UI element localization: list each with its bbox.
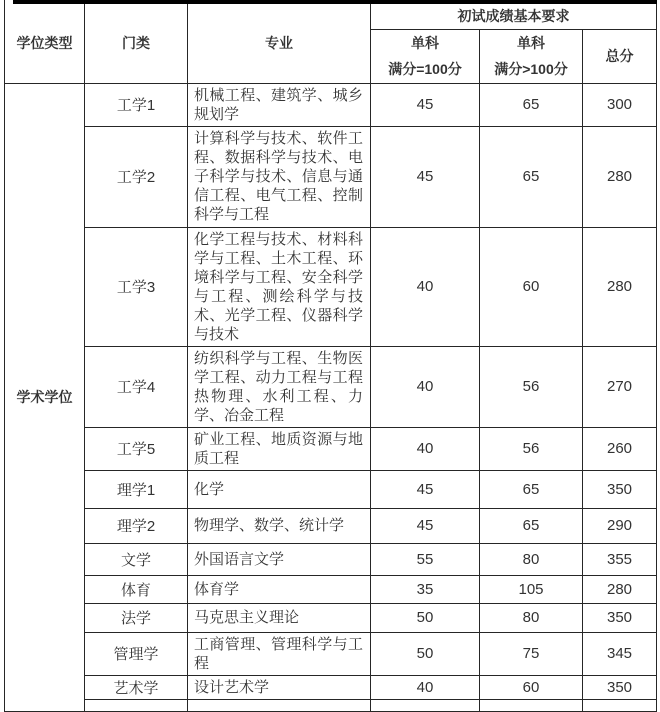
col-header-single-gt-100 [480, 29, 583, 83]
single-gt-label-line1: 单科 [517, 35, 545, 51]
major-cell: 体育学 [188, 575, 371, 603]
col-header-category: 门类 [85, 4, 188, 83]
score-total-cell: 350 [583, 603, 657, 632]
score-single-eq-cell: 55 [371, 543, 480, 575]
degree-type-cell: 学术学位 [5, 83, 85, 711]
major-cell: 化学 [188, 470, 371, 508]
col-header-requirements-group: 初试成绩基本要求 [371, 4, 657, 29]
col-header-total: 总分 [583, 29, 657, 83]
major-cell: 物理学、数学、统计学 [188, 508, 371, 543]
score-total-cell: 260 [583, 427, 657, 470]
score-single-eq-cell: 45 [371, 470, 480, 508]
table-row [5, 675, 657, 699]
category-cell: 管理学 [85, 632, 188, 675]
category-cell: 理学1 [85, 470, 188, 508]
score-single-eq-cell: 40 [371, 675, 480, 699]
table-row [5, 603, 657, 632]
score-total-cell: 350 [583, 675, 657, 699]
score-total-cell: 280 [583, 227, 657, 346]
single-gt-label-line2: 满分>100分 [494, 61, 568, 77]
score-total-cell: 270 [583, 346, 657, 427]
score-total-cell: 300 [583, 83, 657, 126]
major-cell: 工商管理、管理科学与工程 [188, 632, 371, 675]
score-single-eq-cell: 50 [371, 632, 480, 675]
col-header-major: 专业 [188, 4, 371, 83]
score-single-eq-cell: 40 [371, 427, 480, 470]
score-single-gt-cell: 56 [480, 427, 583, 470]
score-total-cell: 350 [583, 470, 657, 508]
major-cell: 设计艺术学 [188, 675, 371, 699]
score-single-eq-cell: 50 [371, 603, 480, 632]
score-single-eq-cell: 45 [371, 126, 480, 227]
category-cell: 工学3 [85, 227, 188, 346]
score-single-gt-cell: 65 [480, 470, 583, 508]
major-cell: 马克思主义理论 [188, 603, 371, 632]
score-single-gt-cell: 65 [480, 126, 583, 227]
col-header-single-eq-100 [371, 29, 480, 83]
partial-row-cell [583, 699, 657, 711]
table-row [5, 508, 657, 543]
score-single-eq-cell: 45 [371, 508, 480, 543]
partial-row-cell [480, 699, 583, 711]
table-row [5, 126, 657, 227]
score-requirements-table [4, 4, 657, 712]
header-row-top [5, 4, 657, 29]
category-cell: 工学5 [85, 427, 188, 470]
score-single-gt-cell: 65 [480, 508, 583, 543]
score-single-gt-cell: 80 [480, 543, 583, 575]
single-eq-label-line1: 单科 [411, 35, 439, 51]
category-cell: 体育 [85, 575, 188, 603]
table-body [5, 83, 657, 711]
table-row [5, 632, 657, 675]
major-cell: 计算科学与技术、软件工程、数据科学与技术、电子科学与技术、信息与通信工程、电气工程、控制科学与工程 [188, 126, 371, 227]
table-row [5, 470, 657, 508]
category-cell: 工学2 [85, 126, 188, 227]
score-single-gt-cell: 105 [480, 575, 583, 603]
score-single-eq-cell: 35 [371, 575, 480, 603]
partial-row-cell [188, 699, 371, 711]
category-cell: 工学4 [85, 346, 188, 427]
score-single-gt-cell: 65 [480, 83, 583, 126]
major-cell: 机械工程、建筑学、城乡规划学 [188, 83, 371, 126]
partial-next-row [5, 699, 657, 711]
single-eq-label-line2: 满分=100分 [388, 61, 462, 77]
score-total-cell: 290 [583, 508, 657, 543]
score-total-cell: 280 [583, 575, 657, 603]
score-single-gt-cell: 56 [480, 346, 583, 427]
score-single-gt-cell: 60 [480, 675, 583, 699]
major-cell: 纺织科学与工程、生物医学工程、动力工程与工程热物理、水利工程、力学、冶金工程 [188, 346, 371, 427]
major-cell: 化学工程与技术、材料科学与工程、土木工程、环境科学与工程、安全科学与工程、测绘科学与技术、光学工程、仪器科学与技术 [188, 227, 371, 346]
table-row [5, 575, 657, 603]
table-row [5, 83, 657, 126]
score-single-eq-cell: 40 [371, 346, 480, 427]
score-single-gt-cell: 80 [480, 603, 583, 632]
category-cell: 法学 [85, 603, 188, 632]
category-cell: 文学 [85, 543, 188, 575]
partial-row-cell [371, 699, 480, 711]
score-single-gt-cell: 60 [480, 227, 583, 346]
score-single-gt-cell: 75 [480, 632, 583, 675]
category-cell: 工学1 [85, 83, 188, 126]
score-single-eq-cell: 45 [371, 83, 480, 126]
table-row [5, 543, 657, 575]
score-total-cell: 280 [583, 126, 657, 227]
col-header-degree-type: 学位类型 [5, 4, 85, 83]
category-cell: 理学2 [85, 508, 188, 543]
table-row [5, 227, 657, 346]
table-row [5, 427, 657, 470]
score-total-cell: 345 [583, 632, 657, 675]
table-header [5, 4, 657, 83]
score-total-cell: 355 [583, 543, 657, 575]
major-cell: 外国语言文学 [188, 543, 371, 575]
partial-row-cell [85, 699, 188, 711]
major-cell: 矿业工程、地质资源与地质工程 [188, 427, 371, 470]
category-cell: 艺术学 [85, 675, 188, 699]
table-row [5, 346, 657, 427]
score-single-eq-cell: 40 [371, 227, 480, 346]
